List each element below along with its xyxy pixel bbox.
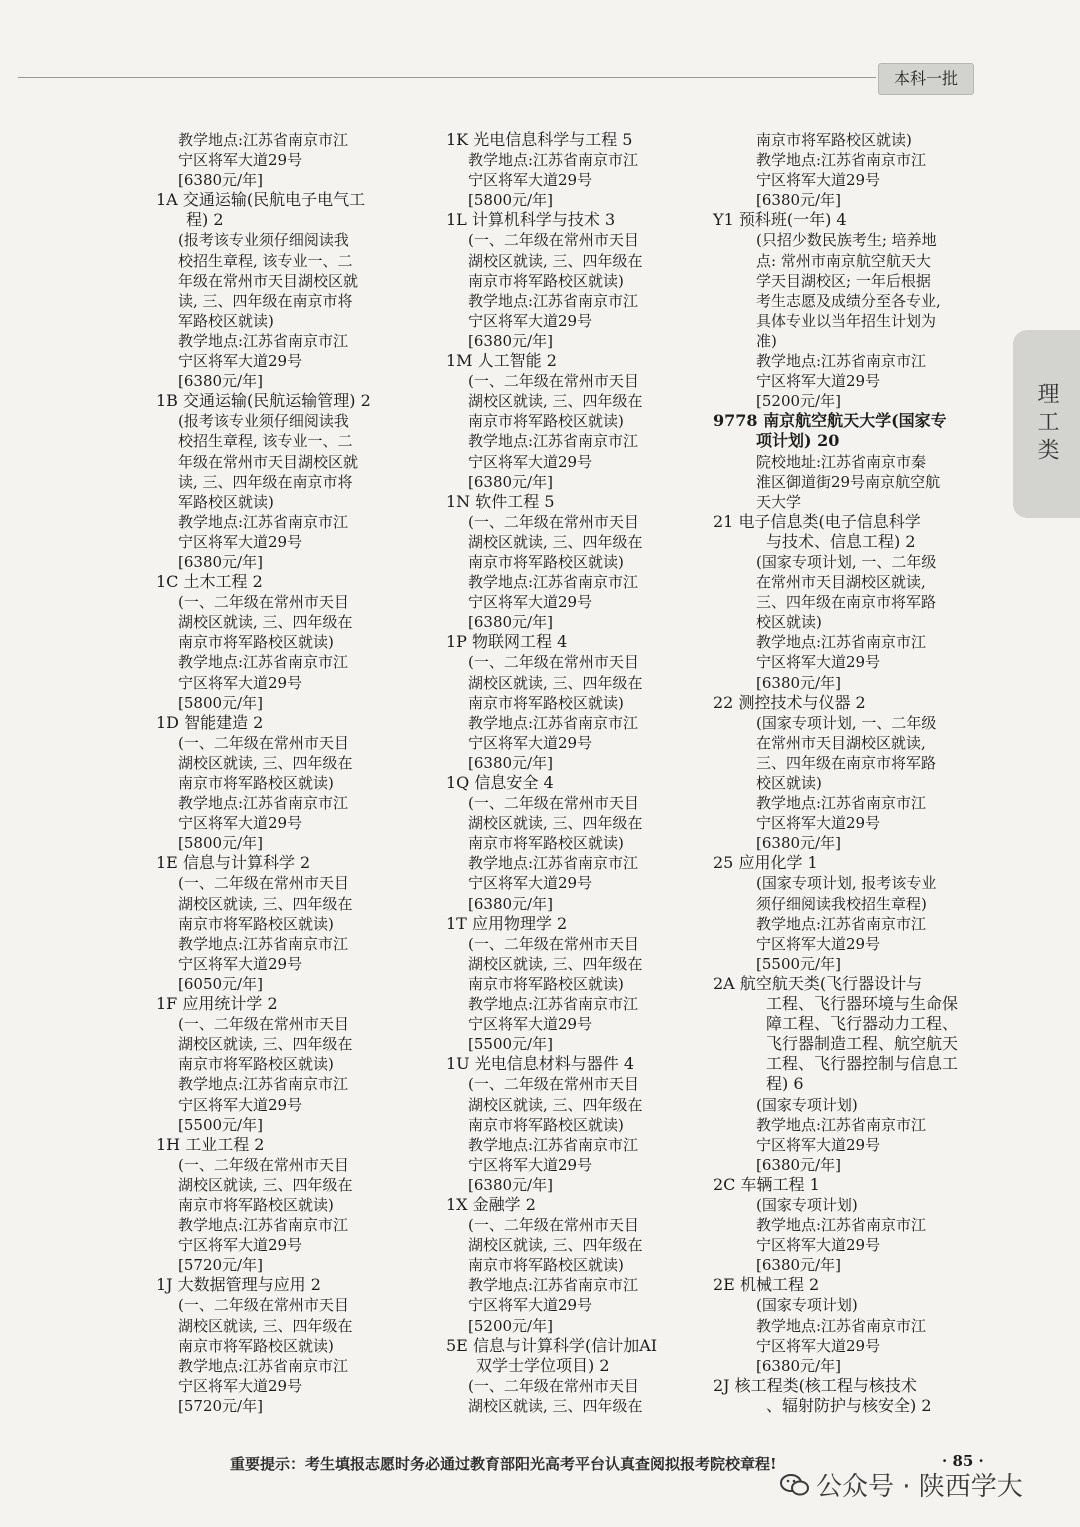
entry-line: 宁区将军大道29号 (468, 452, 593, 471)
entry-line: 南京市将军路校区就读) (178, 774, 334, 792)
entry-line: 教学地点:江苏省南京市江 (178, 1216, 349, 1235)
entry-line: 宁区将军大道29号 (178, 1095, 303, 1114)
entry-line: 教学地点:江苏省南京市江 (468, 1135, 639, 1154)
entry-line: 湖校区就读, 三、四年级在 (468, 1095, 643, 1114)
entry-line: 宁区将军大道29号 (756, 1336, 881, 1355)
entry-line: 淮区御道街29号南京航空航 (756, 472, 941, 491)
entry-heading: 与技术、信息工程) 2 (766, 531, 916, 551)
entry-line: 宁区将军大道29号 (178, 352, 303, 371)
entry-line: 宁区将军大道29号 (178, 151, 303, 170)
entry-line: 南京市将军路校区就读) (178, 1055, 334, 1074)
entry-line: 三、四年级在南京市将军路 (756, 593, 937, 612)
entry-heading: 1P 物联网工程 4 (446, 632, 568, 652)
entry-line: (报考该专业须仔细阅读我 (178, 231, 349, 250)
entry-line: [5800元/年] (468, 191, 553, 210)
entry-heading: 1M 人工智能 2 (446, 351, 557, 371)
entry-line: [6380元/年] (756, 1356, 841, 1375)
entry-line: (一、二年级在常州市天目 (468, 653, 639, 672)
entry-line: 湖校区就读, 三、四年级在 (468, 392, 643, 411)
entry-heading: 21 电子信息类(电子信息科学 (713, 511, 921, 531)
entry-line: 教学地点:江苏省南京市江 (756, 151, 927, 170)
entry-line: 教学地点:江苏省南京市江 (468, 573, 639, 592)
entry-line: 教学地点:江苏省南京市江 (468, 713, 639, 732)
entry-heading: 1D 智能建造 2 (156, 712, 264, 732)
entry-heading: 22 测控技术与仪器 2 (713, 692, 866, 712)
entry-line: 南京市将军路校区就读) (468, 271, 624, 290)
entry-line: [6380元/年] (756, 1256, 841, 1275)
wechat-watermark (780, 1466, 1023, 1503)
entry-heading: 程) 6 (766, 1074, 804, 1094)
entry-line: 教学地点:江苏省南京市江 (178, 1356, 349, 1375)
entry-line: [6380元/年] (468, 613, 553, 632)
entry-line: [5500元/年] (178, 1115, 263, 1134)
entry-line: 宁区将军大道29号 (756, 814, 881, 833)
entry-line: [6380元/年] (756, 673, 841, 692)
entry-heading: Y1 预科班(一年) 4 (713, 210, 847, 230)
entry-line: [5200元/年] (756, 392, 841, 411)
entry-line: 宁区将军大道29号 (178, 532, 303, 551)
entry-line: 教学地点:江苏省南京市江 (756, 914, 927, 933)
page-number: · 85 · (942, 1452, 984, 1470)
entry-heading: 障工程、飞行器动力工程、 (766, 1014, 959, 1034)
entry-heading: 1T 应用物理学 2 (446, 913, 568, 933)
entry-line: (国家专项计划) (756, 1296, 858, 1315)
entry-line: 教学地点:江苏省南京市江 (468, 432, 639, 451)
entry-line: 宁区将军大道29号 (468, 1155, 593, 1174)
entry-line: (一、二年级在常州市天目 (468, 794, 639, 813)
column-3 (713, 130, 978, 1416)
entry-heading: 1A 交通运输(民航电子电气工 (156, 190, 366, 210)
entry-line: (国家专项计划, 报考该专业 (756, 874, 937, 893)
entry-line: (一、二年级在常州市天目 (178, 874, 349, 893)
entry-line: (一、二年级在常州市天目 (468, 1376, 639, 1395)
entry-line: 学天目湖校区; 一年后根据 (756, 271, 931, 290)
entry-heading: 2A 航空航天类(飞行器设计与 (713, 973, 923, 993)
entry-line: [5800元/年] (178, 834, 263, 853)
entry-heading: 1N 软件工程 5 (446, 491, 555, 511)
entry-line: 宁区将军大道29号 (756, 372, 881, 391)
entry-heading: 2J 核工程类(核工程与核技术 (713, 1375, 917, 1395)
footer-note: 重要提示：考生填报志愿时务必通过教育部阳光高考平台认真查阅拟报考院校章程! (230, 1455, 777, 1473)
entry-line: 南京市将军路校区就读) (468, 552, 624, 571)
entry-line: (一、二年级在常州市天目 (178, 593, 349, 612)
entry-line: [6380元/年] (756, 834, 841, 853)
entry-line: [6380元/年] (178, 171, 263, 190)
entry-line: (一、二年级在常州市天目 (178, 733, 349, 752)
entry-line: [5720元/年] (178, 1256, 263, 1275)
entry-heading: 项计划) 20 (756, 431, 840, 451)
column-1 (156, 130, 406, 1416)
entry-line: 湖校区就读, 三、四年级在 (468, 251, 643, 270)
entry-line: [6380元/年] (468, 1175, 553, 1194)
column-2 (446, 130, 696, 1416)
entry-line: 南京市将军路校区就读) (468, 412, 624, 431)
entry-line: 湖校区就读, 三、四年级在 (178, 1175, 353, 1194)
entry-line: 教学地点:江苏省南京市江 (468, 995, 639, 1014)
entry-heading: 1H 工业工程 2 (156, 1134, 265, 1154)
entry-line: 湖校区就读, 三、四年级在 (178, 1035, 353, 1054)
entry-line: 湖校区就读, 三、四年级在 (468, 673, 643, 692)
entry-line: 南京市将军路校区就读) (756, 131, 912, 149)
entry-heading: 1B 交通运输(民航运输管理) 2 (156, 391, 371, 411)
entry-line: 教学地点:江苏省南京市江 (468, 291, 639, 310)
entry-heading: 5E 信息与计算科学(信计加AI (446, 1335, 658, 1355)
entry-line: [6380元/年] (468, 894, 553, 913)
entry-line: 南京市将军路校区就读) (178, 1195, 334, 1214)
entry-line: 教学地点:江苏省南京市江 (468, 1276, 639, 1295)
entry-line: 教学地点:江苏省南京市江 (468, 151, 639, 170)
entry-line: 宁区将军大道29号 (756, 934, 881, 953)
entry-heading: 1L 计算机科学与技术 3 (446, 210, 616, 230)
entry-line: 宁区将军大道29号 (756, 653, 881, 672)
entry-line: [6050元/年] (178, 974, 263, 993)
entry-heading: 2E 机械工程 2 (713, 1275, 820, 1295)
entry-line: 读, 三、四年级在南京市将 (178, 472, 353, 491)
entry-line: 教学地点:江苏省南京市江 (178, 512, 349, 531)
entry-line: 南京市将军路校区就读) (178, 1336, 334, 1355)
entry-line: 教学地点:江苏省南京市江 (756, 633, 927, 652)
entry-line: 南京市将军路校区就读) (178, 914, 334, 933)
entry-line: 军路校区就读) (178, 311, 274, 330)
entry-line: 教学地点:江苏省南京市江 (178, 653, 349, 672)
entry-line: (一、二年级在常州市天目 (468, 231, 639, 250)
entry-line: 教学地点:江苏省南京市江 (756, 1216, 927, 1235)
entry-heading: 双学士学位项目) 2 (476, 1355, 610, 1375)
entry-line: 教学地点:江苏省南京市江 (756, 352, 927, 371)
entry-line: 湖校区就读, 三、四年级在 (468, 532, 643, 551)
entry-line: (只招少数民族考生; 培养地 (756, 231, 937, 250)
entry-line: 宁区将军大道29号 (178, 954, 303, 973)
entry-line: 年级在常州市天目湖校区就 (178, 452, 359, 471)
entry-line: 宁区将军大道29号 (468, 311, 593, 330)
entry-heading: 1X 金融学 2 (446, 1194, 536, 1214)
header-rule (18, 77, 876, 78)
entry-line: (国家专项计划, 一、二年级 (756, 552, 937, 571)
entry-line: 军路校区就读) (178, 492, 274, 511)
entry-line: 具体专业以当年招生计划为 (756, 311, 937, 330)
entry-line: 宁区将军大道29号 (756, 1135, 881, 1154)
entry-line: (一、二年级在常州市天目 (178, 1155, 349, 1174)
entry-line: 宁区将军大道29号 (468, 593, 593, 612)
entry-line: 宁区将军大道29号 (468, 733, 593, 752)
entry-line: [6380元/年] (468, 753, 553, 772)
entry-line: 三、四年级在南京市将军路 (756, 753, 937, 772)
entry-line: 湖校区就读, 三、四年级在 (468, 814, 643, 833)
entry-line: 南京市将军路校区就读) (468, 974, 624, 993)
entry-line: 点: 常州市南京航空航天大 (756, 251, 931, 270)
batch-tab: 本科一批 (878, 63, 974, 95)
entry-heading: 25 应用化学 1 (713, 853, 818, 873)
entry-line: (一、二年级在常州市天目 (468, 1075, 639, 1094)
entry-line: 宁区将军大道29号 (178, 1236, 303, 1255)
entry-line: [5500元/年] (468, 1035, 553, 1054)
category-label: 理工类 (1034, 382, 1059, 466)
entry-line: (国家专项计划, 一、二年级 (756, 713, 937, 732)
entry-line: 教学地点:江苏省南京市江 (178, 934, 349, 953)
entry-line: 南京市将军路校区就读) (178, 633, 334, 652)
wechat-icon (780, 1473, 810, 1497)
entry-line: (一、二年级在常州市天目 (468, 372, 639, 391)
entry-line: [6380元/年] (178, 372, 263, 391)
entry-line: 教学地点:江苏省南京市江 (756, 1115, 927, 1134)
entry-line: [6380元/年] (178, 552, 263, 571)
entry-line: [5720元/年] (178, 1396, 263, 1415)
entry-line: 教学地点:江苏省南京市江 (178, 1075, 349, 1094)
entry-line: [5800元/年] (178, 693, 263, 712)
entry-line: 年级在常州市天目湖校区就 (178, 271, 359, 290)
entry-line: 校区就读) (756, 613, 822, 632)
entry-line: 考生志愿及成绩分至各专业, (756, 291, 941, 310)
entry-heading: 1Q 信息安全 4 (446, 773, 554, 792)
entry-line: 在常州市天目湖校区就读, (756, 733, 926, 752)
entry-heading: 1E 信息与计算科学 2 (156, 853, 311, 873)
entry-line: 教学地点:江苏省南京市江 (178, 131, 349, 149)
entry-heading: 飞行器制造工程、航空航天 (766, 1034, 959, 1054)
entry-line: (国家专项计划) (756, 1095, 858, 1114)
entry-line: [6380元/年] (468, 331, 553, 350)
entry-heading: 1U 光电信息材料与器件 4 (446, 1054, 635, 1074)
entry-line: 宁区将军大道29号 (756, 1236, 881, 1255)
entry-line: 校区就读) (756, 774, 822, 792)
entry-heading: 工程、飞行器环境与生命保 (766, 994, 959, 1014)
entry-line: 教学地点:江苏省南京市江 (756, 1316, 927, 1335)
category-side-tab (1013, 330, 1080, 518)
entry-line: (一、二年级在常州市天目 (178, 1015, 349, 1034)
entry-line: [6380元/年] (756, 1155, 841, 1174)
entry-line: 校招生章程, 该专业一、二 (178, 251, 353, 270)
entry-line: 准) (756, 331, 777, 350)
entry-heading: 1F 应用统计学 2 (156, 994, 278, 1014)
entry-line: 天大学 (756, 492, 802, 511)
entry-heading: 1J 大数据管理与应用 2 (156, 1275, 321, 1295)
entry-line: 宁区将军大道29号 (468, 874, 593, 893)
entry-line: 宁区将军大道29号 (468, 1296, 593, 1315)
entry-line: 湖校区就读, 三、四年级在 (178, 753, 353, 772)
entry-line: 教学地点:江苏省南京市江 (178, 331, 349, 350)
entry-line: 宁区将军大道29号 (468, 1015, 593, 1034)
entry-line: 湖校区就读, 三、四年级在 (468, 1396, 643, 1415)
entry-line: (国家专项计划) (756, 1195, 858, 1214)
entry-line: 湖校区就读, 三、四年级在 (468, 1236, 643, 1255)
entry-line: [5200元/年] (468, 1316, 553, 1335)
entry-line: 教学地点:江苏省南京市江 (468, 854, 639, 873)
entry-line: 湖校区就读, 三、四年级在 (468, 954, 643, 973)
entry-line: (一、二年级在常州市天目 (468, 934, 639, 953)
entry-line: (一、二年级在常州市天目 (468, 1216, 639, 1235)
entry-line: 在常州市天目湖校区就读, (756, 573, 926, 592)
entry-heading: 程) 2 (186, 210, 224, 230)
entry-heading: 1K 光电信息科学与工程 5 (446, 130, 633, 149)
entry-heading: 工程、飞行器控制与信息工 (766, 1054, 959, 1074)
entry-heading: 1C 土木工程 2 (156, 572, 263, 592)
watermark-text: 公众号 · 陕西学大 (816, 1472, 1023, 1502)
entry-line: 南京市将军路校区就读) (468, 693, 624, 712)
entry-line: 南京市将军路校区就读) (468, 1115, 624, 1134)
entry-line: 宁区将军大道29号 (468, 171, 593, 190)
entry-line: 南京市将军路校区就读) (468, 1256, 624, 1275)
entry-line: 宁区将军大道29号 (178, 814, 303, 833)
entry-line: 教学地点:江苏省南京市江 (178, 794, 349, 813)
entry-line: [6380元/年] (468, 472, 553, 491)
entry-line: 宁区将军大道29号 (178, 673, 303, 692)
entry-line: 须仔细阅读我校招生章程) (756, 894, 927, 913)
entry-line: 湖校区就读, 三、四年级在 (178, 613, 353, 632)
entry-line: 湖校区就读, 三、四年级在 (178, 894, 353, 913)
entry-line: 南京市将军路校区就读) (468, 834, 624, 853)
entry-line: 教学地点:江苏省南京市江 (756, 794, 927, 813)
entry-line: (一、二年级在常州市天目 (178, 1296, 349, 1315)
entry-heading: 、辐射防护与核安全) 2 (766, 1395, 932, 1415)
entry-line: 院校地址:江苏省南京市秦 (756, 452, 927, 471)
entry-line: 宁区将军大道29号 (178, 1376, 303, 1395)
entry-line: (报考该专业须仔细阅读我 (178, 412, 349, 431)
entry-line: 读, 三、四年级在南京市将 (178, 291, 353, 310)
entry-heading: 9778 南京航空航天大学(国家专 (713, 411, 947, 431)
entry-heading: 2C 车辆工程 1 (713, 1174, 820, 1194)
entry-line: (一、二年级在常州市天目 (468, 512, 639, 531)
entry-line: 校招生章程, 该专业一、二 (178, 432, 353, 451)
entry-line: 湖校区就读, 三、四年级在 (178, 1316, 353, 1335)
entry-line: [6380元/年] (756, 191, 841, 210)
entry-line: 宁区将军大道29号 (756, 171, 881, 190)
entry-line: [5500元/年] (756, 954, 841, 973)
